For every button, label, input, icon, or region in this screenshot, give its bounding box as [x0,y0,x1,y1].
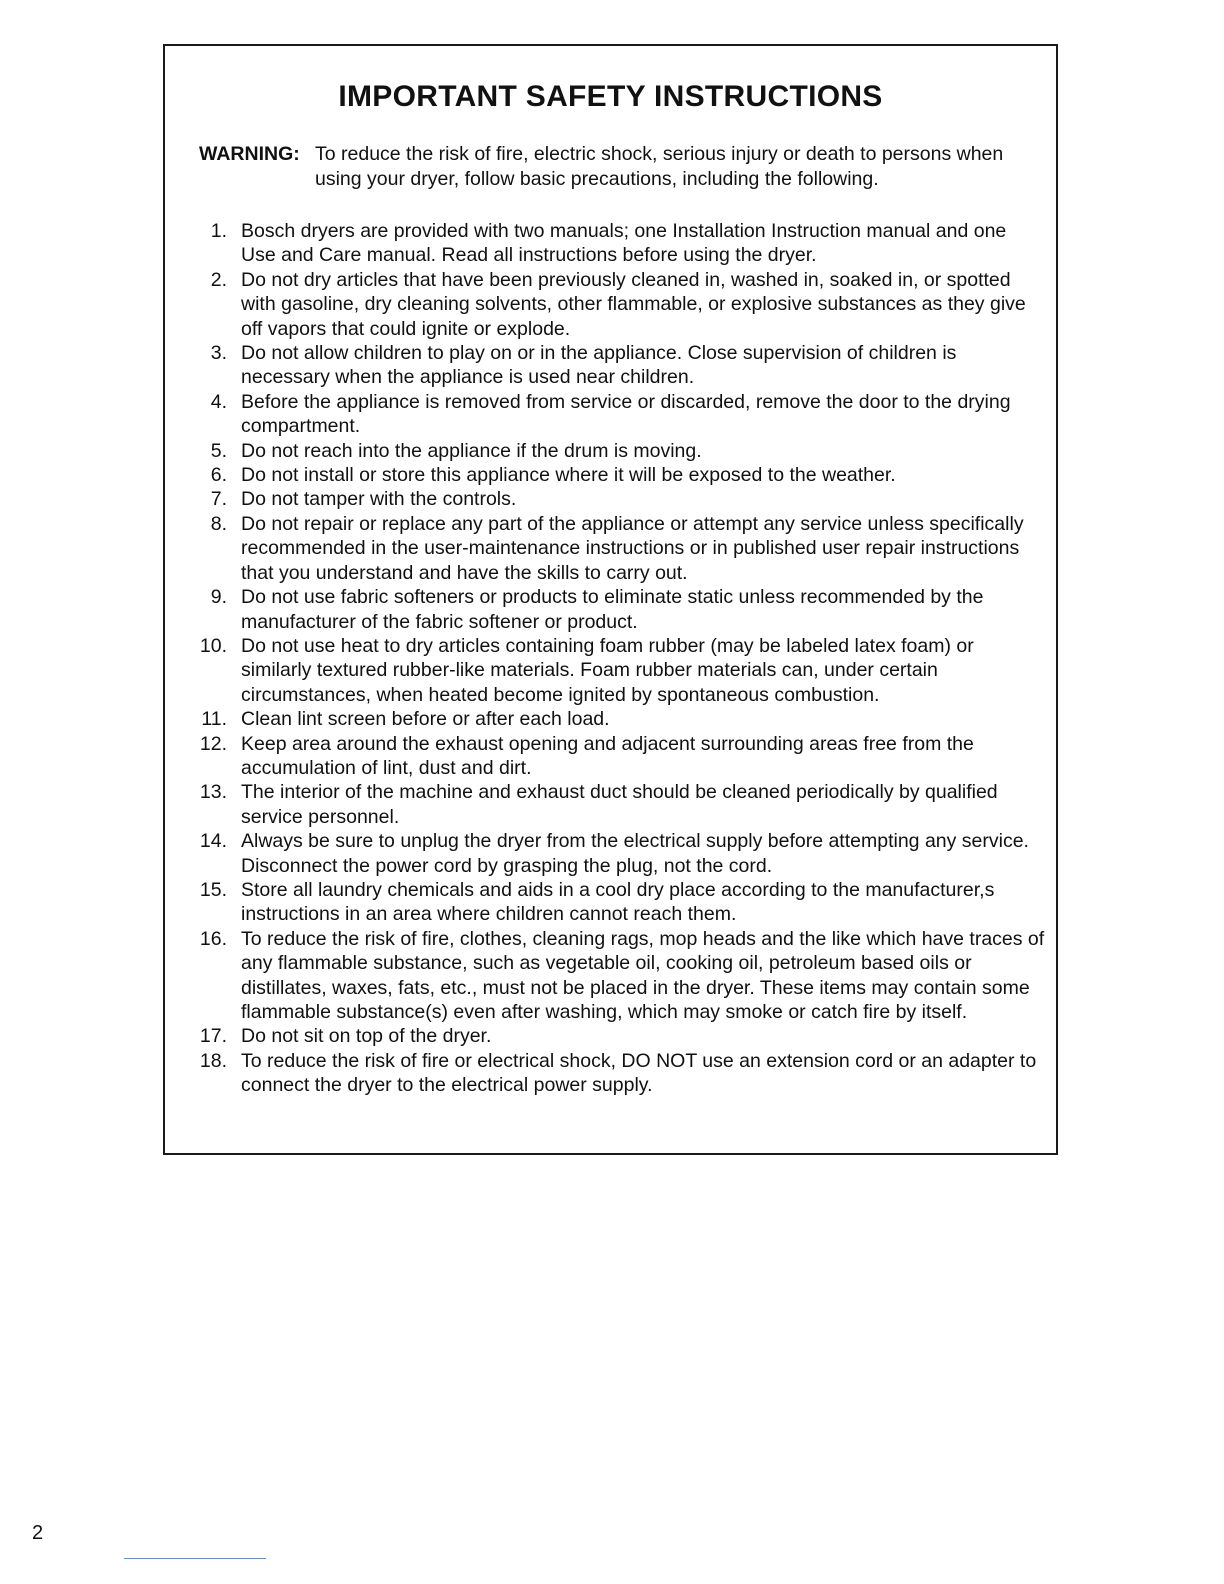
list-item [165,463,1045,487]
list-item [165,390,1045,439]
list-item [165,732,1045,781]
item-text: Do not use heat to dry articles containing foam rubber (may be labeled latex foam) or similarly textured rubber-like materials. Foam rubber materials can, under certain circumstances, when heated become ignited by spontaneous combustion. [241,634,974,706]
list-item [165,927,1045,1025]
item-text: Do not repair or replace any part of the appliance or attempt any service unless specifically recommended in the user-maintenance instructions or in published user repair instructions that you understand and have the skills to carry out. [241,512,1024,584]
item-number: 10. [199,634,227,657]
list-item [165,487,1045,511]
list-item [165,219,1045,268]
item-text: Do not sit on top of the dryer. [241,1025,492,1048]
item-number: 15. [199,878,227,901]
list-item [165,341,1045,390]
item-text: Always be sure to unplug the dryer from the electrical supply before attempting any service. Disconnect the power cord by grasping the plug, not the cord. [241,830,1029,877]
item-number: 9. [210,586,227,609]
item-number: 11. [201,708,227,731]
footer-divider [124,1558,266,1559]
item-text: Clean lint screen before or after each load. [241,708,610,731]
item-text: Keep area around the exhaust opening and adjacent surrounding areas free from the accumulation of lint, dust and dirt. [241,732,974,779]
item-text: To reduce the risk of fire, clothes, cleaning rags, mop heads and the like which have traces of any flammable substance, such as vegetable oil, cooking oil, petroleum based oils or distillates, waxes, fats, etc., must not be placed in the dryer. These items may contain some flammable substance(s) even after washing, which may smoke or catch fire by itself. [241,927,1045,1023]
item-text: Do not install or store this appliance where it will be exposed to the weather. [241,464,896,487]
warning-text: To reduce the risk of fire, electric shock, serious injury or death to persons when using your dryer, follow basic precautions, including the following. [315,143,1004,190]
item-number: 7. [210,488,227,511]
list-item [165,634,1045,707]
item-text: Do not reach into the appliance if the drum is moving. [241,439,702,462]
item-text: To reduce the risk of fire or electrical shock, DO NOT use an extension cord or an adapter to connect the dryer to the electrical power supply. [241,1049,1037,1097]
item-number: 12. [199,732,227,755]
item-text: The interior of the machine and exhaust duct should be cleaned periodically by qualified service personnel. [241,781,998,828]
list-item [165,878,1045,927]
item-number: 5. [210,439,227,462]
item-text: Store all laundry chemicals and aids in a cool dry place according to the manufacturer,s instructions in an area where children cannot reach them. [241,878,995,926]
item-number: 2. [210,268,227,291]
list-item [165,512,1045,585]
item-number: 4. [210,390,227,413]
warning-label: WARNING: [199,143,300,165]
item-number: 14. [199,830,227,853]
list-item [165,707,1045,731]
item-text: Do not tamper with the controls. [241,488,517,511]
item-number: 18. [199,1049,227,1072]
item-number: 1. [210,220,227,242]
item-number: 8. [210,512,227,535]
item-text: Do not dry articles that have been previously cleaned in, washed in, soaked in, or spotted with gasoline, dry cleaning solvents, other flammable, or explosive substances as they give off vapors that could ignite or explode. [241,268,1026,340]
instruction-list [165,219,1045,1098]
list-item [165,585,1045,634]
item-number: 16. [199,927,227,950]
list-item [165,1049,1045,1098]
page-title: IMPORTANT SAFETY INSTRUCTIONS [338,80,883,113]
warning-block [199,142,1029,191]
list-item [165,829,1045,878]
item-text: Do not allow children to play on or in the appliance. Close supervision of children is necessary when the appliance is used near children. [241,342,957,389]
item-number: 6. [210,464,227,487]
item-text: Before the appliance is removed from service or discarded, remove the door to the drying compartment. [241,390,1011,438]
item-text: Bosch dryers are provided with two manuals; one Installation Instruction manual and one Use and Care manual. Read all instructions before using the dryer. [241,220,1007,267]
list-item [165,268,1045,341]
list-item [165,439,1045,463]
item-number: 13. [199,781,227,804]
safety-instructions-box [163,44,1058,1155]
item-number: 3. [210,342,227,365]
item-text: Do not use fabric softeners or products to eliminate static unless recommended by the manufacturer of the fabric softener or product. [241,586,984,633]
item-number: 17. [199,1025,227,1048]
list-item [165,780,1045,829]
list-item [165,1024,1045,1048]
page-number: 2 [32,1522,44,1544]
